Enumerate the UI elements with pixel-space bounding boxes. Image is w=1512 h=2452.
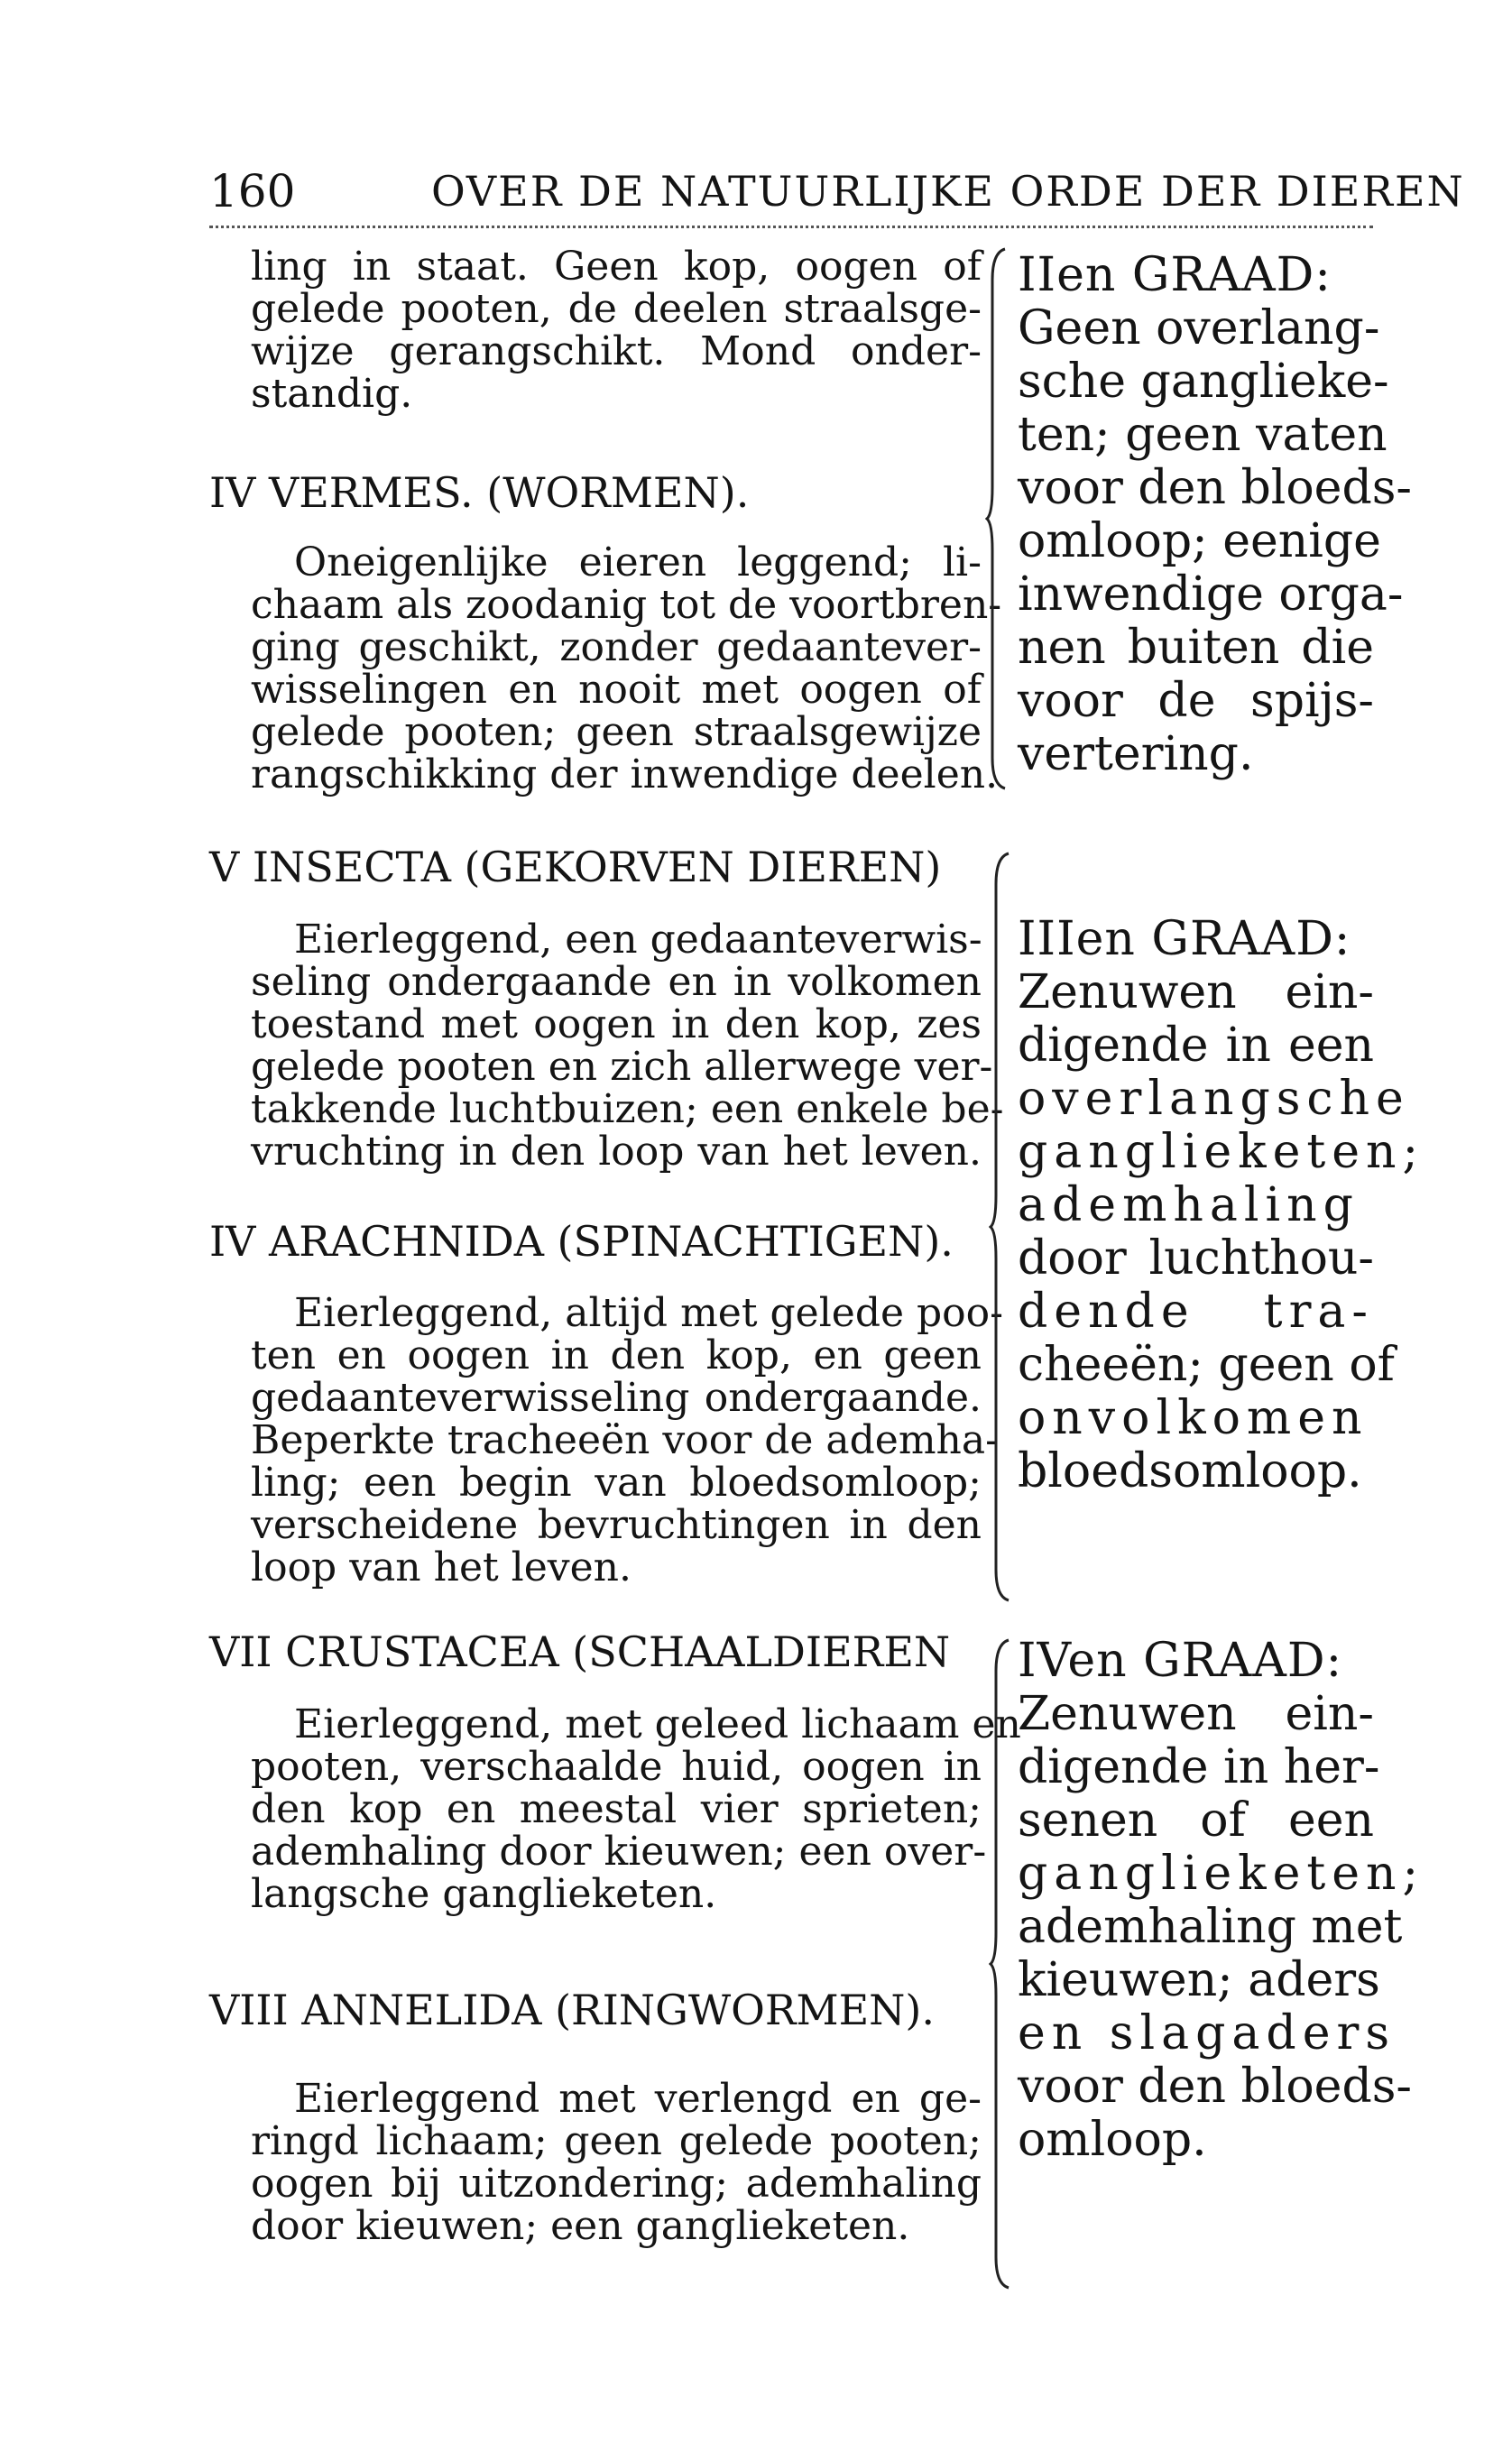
text-line: Zenuwen ein- — [1018, 1687, 1374, 1741]
text-line: langsche ganglieketen. — [251, 1871, 717, 1917]
text-line: Oneigenlijke eieren leggend; li- — [294, 539, 982, 585]
grade4-block — [1018, 1634, 1425, 2167]
text-line: seling ondergaande en in volkomen — [251, 959, 982, 1005]
text-line: toestand met oogen in den kop, zes — [251, 1001, 982, 1047]
header-rule — [209, 226, 1373, 228]
paragraph-annelida — [251, 2078, 982, 2247]
text-line: ademhaling door kieuwen; een over- — [251, 1829, 987, 1875]
text-line: ging geschikt, zonder gedaantever- — [251, 624, 982, 670]
text-line: Eierleggend, een gedaanteverwis- — [294, 917, 982, 963]
grade2-title: IIen GRAAD: — [1018, 248, 1332, 302]
text-line: voor den bloeds- — [1018, 2060, 1412, 2114]
paragraph-crustacea — [251, 1701, 1021, 1917]
text-line: en slagaders — [1018, 2006, 1397, 2060]
brace-grade4 — [989, 1635, 1016, 2293]
text-line: Beperkte tracheeën voor de ademha- — [251, 1417, 999, 1463]
text-line: rangschikking der inwendige deelen. — [251, 751, 999, 797]
brace-grade3 — [989, 848, 1016, 1606]
grade4-title: IVen GRAAD: — [1018, 1634, 1343, 1688]
text-line: nen buiten die — [1018, 621, 1374, 675]
grade3-title: IIIen GRAAD: — [1018, 912, 1351, 966]
text-line: sche ganglieke- — [1018, 355, 1389, 409]
heading-insecta: V INSECTA (GEKORVEN DIEREN) — [209, 843, 942, 891]
text-line: gelede pooten; geen straalsgewijze — [251, 709, 982, 755]
heading-arachnida: IV ARACHNIDA (SPINACHTIGEN). — [209, 1217, 954, 1266]
text-line: chaam als zoodanig tot de voortbren- — [251, 582, 1002, 628]
text-line: Eierleggend, met geleed lichaam en — [294, 1701, 1021, 1747]
text-line: dende tra- — [1018, 1285, 1374, 1339]
text-line: ten; geen vaten — [1018, 408, 1388, 462]
heading-vermes: IV VERMES. (WORMEN). — [209, 468, 750, 517]
paragraph-insecta — [251, 917, 1004, 1175]
text-line: senen of een — [1018, 1793, 1374, 1848]
text-line: door kieuwen; een ganglieketen. — [251, 2203, 910, 2249]
text-line: overlangsche — [1018, 1072, 1410, 1126]
text-line: wijze gerangschikt. Mond onder- — [251, 328, 982, 374]
text-line: ganglieketen; — [1018, 1847, 1425, 1901]
intro-paragraph — [251, 245, 982, 415]
text-line: standig. — [251, 371, 413, 417]
text-line: Eierleggend, altijd met gelede poo- — [294, 1290, 1004, 1336]
text-line: Zenuwen ein- — [1018, 965, 1374, 1019]
text-line: Eierleggend met verlengd en ge- — [294, 2076, 982, 2122]
grade2-block — [1018, 248, 1412, 781]
text-line: digende in een — [1018, 1019, 1374, 1073]
text-line: ganglieketen; — [1018, 1125, 1425, 1179]
text-line: inwendige orga- — [1018, 567, 1404, 622]
text-line: voor de spijs- — [1018, 674, 1374, 728]
running-title: OVER DE NATUURLIJKE ORDE DER DIEREN — [431, 167, 1465, 216]
text-line: digende in her- — [1018, 1740, 1380, 1794]
text-line: omloop. — [1018, 2113, 1207, 2167]
heading-annelida: VIII ANNELIDA (RINGWORMEN). — [209, 1986, 935, 2034]
brace-grade2 — [985, 244, 1012, 794]
text-line: verscheidene bevruchtingen in den — [251, 1502, 982, 1548]
text-line: loop van het leven. — [251, 1544, 632, 1590]
page-number: 160 — [209, 165, 296, 217]
text-line: oogen bij uitzondering; ademhaling — [251, 2161, 982, 2207]
text-line: ten en oogen in den kop, en geen — [251, 1332, 982, 1378]
text-line: cheeën; geen of — [1018, 1338, 1395, 1392]
text-line: gedaanteverwisseling ondergaande. — [251, 1375, 982, 1421]
text-line: Geen overlang- — [1018, 301, 1380, 355]
text-line: door luchthou- — [1018, 1231, 1374, 1286]
text-line: ling in staat. Geen kop, oogen of — [251, 244, 982, 290]
text-line: wisselingen en nooit met oogen of — [251, 667, 982, 713]
text-line: ademhaling — [1018, 1178, 1360, 1232]
text-line: gelede pooten en zich allerwege ver- — [251, 1044, 993, 1090]
text-line: den kop en meestal vier sprieten; — [251, 1786, 982, 1832]
text-line: vertering. — [1018, 727, 1254, 781]
text-line: takkende luchtbuizen; een enkele be- — [251, 1086, 1004, 1132]
text-line: pooten, verschaalde huid, oogen in — [251, 1744, 982, 1790]
text-line: voor den bloeds- — [1018, 461, 1412, 515]
text-line: kieuwen; aders — [1018, 1953, 1380, 2007]
text-line: onvolkomen — [1018, 1391, 1369, 1445]
heading-crustacea: VII CRUSTACEA (SCHAALDIEREN — [209, 1627, 951, 1676]
text-line: bloedsomloop. — [1018, 1444, 1362, 1498]
text-line: omloop; eenige — [1018, 514, 1381, 568]
paragraph-arachnida — [251, 1290, 1004, 1590]
paragraph-vermes — [251, 539, 1002, 797]
grade3-block — [1018, 912, 1425, 1498]
text-line: gelede pooten, de deelen straalsge- — [251, 286, 982, 332]
text-line: ling; een begin van bloedsomloop; — [251, 1460, 982, 1506]
text-line: ademhaling met — [1018, 1900, 1403, 1954]
text-line: vruchting in den loop van het leven. — [251, 1129, 982, 1175]
text-line: ringd lichaam; geen gelede pooten; — [251, 2118, 982, 2164]
